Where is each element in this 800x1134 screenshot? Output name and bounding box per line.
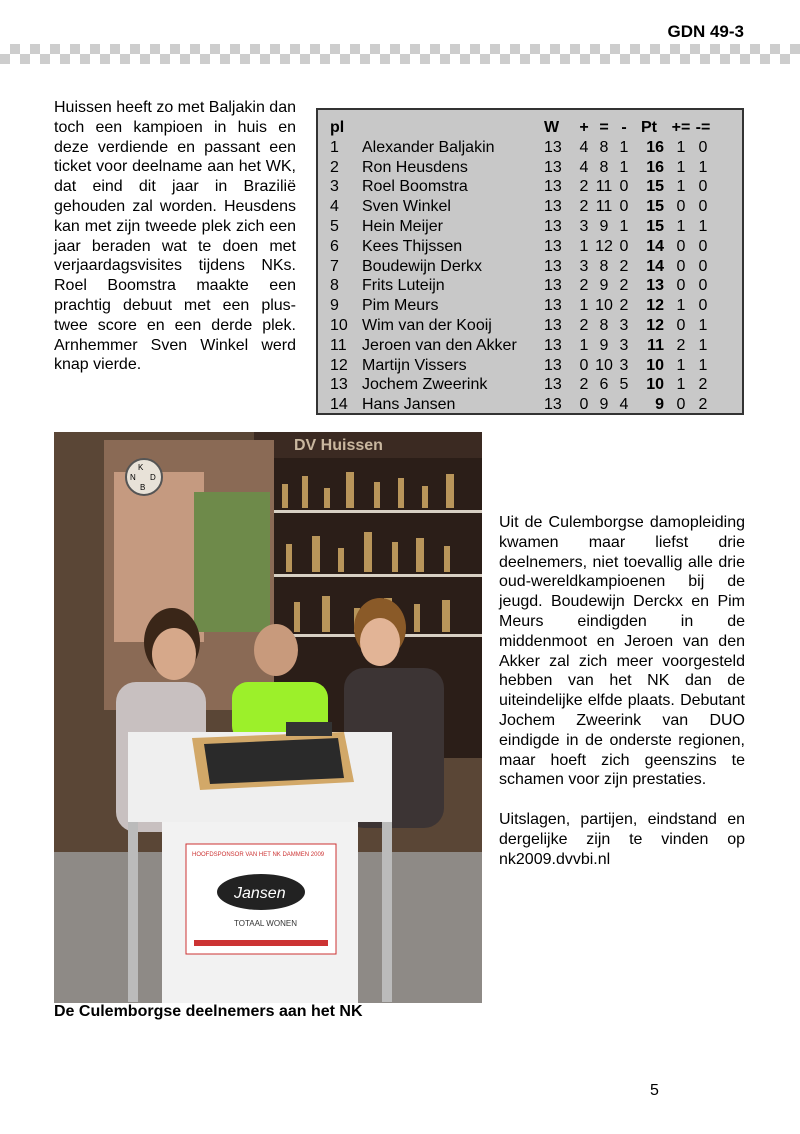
table-cell: 2 [579, 316, 589, 334]
table-cell: 13 [544, 217, 562, 235]
player-name: Jeroen van den Akker [362, 336, 517, 354]
table-row [330, 217, 714, 237]
table-cell: 12 [646, 316, 664, 334]
table-cell: 1 [619, 217, 629, 235]
table-cell: 0 [698, 257, 708, 275]
standings-header-row [330, 118, 714, 138]
table-row [330, 356, 714, 376]
table-cell: 10 [595, 356, 613, 374]
table-cell: 1 [579, 237, 589, 255]
table-cell: 13 [544, 356, 562, 374]
table-cell: 13 [544, 237, 562, 255]
table-cell: 0 [579, 356, 589, 374]
player-name: Hein Meijer [362, 217, 443, 235]
table-cell: 2 [579, 277, 589, 295]
table-cell: 10 [595, 297, 613, 315]
table-cell: 4 [330, 198, 339, 216]
table-cell: 15 [646, 198, 664, 216]
table-cell: 8 [330, 277, 339, 295]
table-cell: 12 [330, 356, 348, 374]
player-name: Jochem Zweerink [362, 376, 488, 394]
table-row [330, 257, 714, 277]
results-paragraph: Uitslagen, partijen, eindstand en dergelijke zijn te vinden op nk2009.dvvbi.nl [499, 810, 745, 868]
header-draw: = [599, 119, 609, 136]
table-cell: 10 [330, 316, 348, 334]
table-cell: 1 [676, 356, 686, 374]
player-name: Frits Luteijn [362, 277, 445, 295]
table-row [330, 336, 714, 356]
table-cell: 2 [619, 257, 629, 275]
header-plus-draw: += [671, 119, 691, 136]
player-name: Roel Boomstra [362, 178, 468, 196]
table-cell: 2 [676, 336, 686, 354]
table-cell: 1 [619, 138, 629, 156]
table-cell: 0 [579, 396, 589, 414]
table-row [330, 316, 714, 336]
logo-letter-k: K [138, 463, 144, 472]
table-cell: 1 [698, 336, 708, 354]
table-cell: 11 [595, 198, 613, 216]
page-header [0, 0, 800, 70]
table-cell: 14 [330, 396, 348, 414]
table-cell: 13 [544, 277, 562, 295]
table-cell: 13 [544, 178, 562, 196]
table-row [330, 138, 714, 158]
logo-letter-d: D [150, 473, 156, 482]
table-cell: 6 [330, 237, 339, 255]
table-cell: 1 [676, 138, 686, 156]
table-cell: 0 [676, 198, 686, 216]
table-cell: 5 [619, 376, 629, 394]
header-name [362, 118, 544, 138]
table-cell: 13 [544, 257, 562, 275]
table-cell: 2 [579, 198, 589, 216]
table-cell: 0 [676, 277, 686, 295]
table-cell: 0 [676, 257, 686, 275]
table-cell: 0 [676, 237, 686, 255]
player-name: Ron Heusdens [362, 158, 468, 176]
table-cell: 14 [646, 237, 664, 255]
table-row [330, 395, 714, 415]
standings-table [316, 108, 744, 415]
table-cell: 1 [676, 376, 686, 394]
table-cell: 5 [330, 217, 339, 235]
table-cell: 16 [646, 158, 664, 176]
photo-illustration [54, 432, 482, 1003]
table-cell: 13 [544, 316, 562, 334]
table-cell: 0 [698, 237, 708, 255]
table-cell: 2 [619, 277, 629, 295]
table-cell: 0 [619, 237, 629, 255]
player-name: Kees Thijssen [362, 237, 463, 255]
table-cell: 2 [698, 376, 708, 394]
table-cell: 13 [544, 138, 562, 156]
table-cell: 6 [599, 376, 609, 394]
table-cell: 3 [619, 336, 629, 354]
table-cell: 13 [544, 336, 562, 354]
table-cell: 9 [655, 396, 664, 414]
table-cell: 3 [579, 257, 589, 275]
table-cell: 8 [599, 257, 609, 275]
banner-text: DV Huissen [294, 437, 383, 454]
header-plus: + [579, 119, 589, 136]
table-cell: 15 [646, 178, 664, 196]
page-number: 5 [650, 1082, 659, 1099]
table-cell: 13 [544, 396, 562, 414]
table-cell: 7 [330, 257, 339, 275]
sponsor-title: HOOFDSPONSOR VAN HET NK DAMMEN 2009 [192, 852, 325, 858]
table-cell: 11 [330, 336, 347, 354]
table-cell: 15 [646, 217, 664, 235]
table-cell: 2 [698, 396, 708, 414]
table-cell: 0 [619, 198, 629, 216]
player-name: Martijn Vissers [362, 356, 467, 374]
table-cell: 0 [619, 178, 629, 196]
table-cell: 0 [698, 198, 708, 216]
table-row [330, 177, 714, 197]
table-cell: 1 [579, 336, 589, 354]
table-cell: 11 [647, 336, 664, 354]
table-row [330, 158, 714, 178]
player-name: Boudewijn Derkx [362, 257, 483, 275]
header-w: W [544, 119, 560, 136]
issue-number: GDN 49-3 [667, 22, 744, 41]
checkered-band [0, 44, 800, 64]
table-cell: 14 [646, 257, 664, 275]
table-cell: 8 [599, 138, 609, 156]
table-cell: 1 [676, 297, 686, 315]
table-cell: 1 [698, 356, 708, 374]
player-name: Pim Meurs [362, 297, 439, 315]
table-cell: 9 [599, 396, 609, 414]
player-name: Alexander Baljakin [362, 138, 495, 156]
table-row [330, 197, 714, 217]
table-cell: 0 [698, 297, 708, 315]
table-cell: 0 [698, 277, 708, 295]
player-name: Wim van der Kooij [362, 316, 492, 334]
table-cell: 13 [646, 277, 664, 295]
table-cell: 1 [579, 297, 589, 315]
table-cell: 13 [544, 158, 562, 176]
header-minus: - [621, 119, 627, 136]
player-name: Hans Jansen [362, 396, 456, 414]
table-cell: 13 [544, 198, 562, 216]
photo-caption: De Culemborgse deelnemers aan het NK [54, 1003, 363, 1020]
table-cell: 0 [698, 138, 708, 156]
table-cell: 4 [579, 138, 589, 156]
table-cell: 9 [330, 297, 339, 315]
header-pt: Pt [641, 119, 657, 136]
table-cell: 4 [619, 396, 629, 414]
table-cell: 11 [595, 178, 613, 196]
table-cell: 4 [579, 158, 589, 176]
table-cell: 0 [676, 316, 686, 334]
table-cell: 1 [676, 158, 686, 176]
header-minus-draw: -= [695, 119, 711, 136]
sponsor-brand: Jansen [234, 885, 286, 902]
table-cell: 9 [599, 277, 609, 295]
table-cell: 1 [676, 178, 686, 196]
culemborg-paragraph: Uit de Culemborgse damopleiding kwamen maar liefst drie deelnemers, niet toevallig alle drie oud-wereldkampioenen bij de jeugd. Boudewijn Derckx en Pim Meurs eindigden in de middenmoot en Jeroen van den Akker zal zich meer voorgesteld hebben van het NK dan de uiteindelijke elfde plaats. Debutant Jochem Zweerink van DUO eindigde in de onderste regionen, maar hoeft zich geenszins te schamen voor zijn prestaties. [499, 514, 745, 789]
table-cell: 3 [330, 178, 339, 196]
table-cell: 12 [646, 297, 664, 315]
table-cell: 1 [619, 158, 629, 176]
table-cell: 1 [330, 138, 339, 156]
table-cell: 1 [676, 217, 686, 235]
table-cell: 10 [646, 376, 664, 394]
table-cell: 13 [330, 376, 348, 394]
table-cell: 2 [330, 158, 339, 176]
culemborg-article [499, 513, 745, 889]
table-cell: 1 [698, 316, 708, 334]
table-cell: 10 [646, 356, 664, 374]
table-cell: 9 [599, 217, 609, 235]
intro-paragraph: Huissen heeft zo met Baljakin dan toch een kampioen in huis en deze verdiende en passant een ticket voor deelname aan het WK, dat eind dit jaar in Brazilië gehouden zal worden. Heusdens kan met zijn tweede plek zich een jaar beraden wat te doen met verjaardagsvisites tijdens NKs. Roel Boomstra maakte een prachtig debuut met een plus-twee score en een derde plek. Arnhemmer Sven Winkel werd knap vierde. [54, 99, 296, 374]
player-name: Sven Winkel [362, 198, 451, 216]
table-cell: 1 [698, 158, 708, 176]
table-cell: 2 [579, 376, 589, 394]
standings-grid [330, 118, 714, 415]
table-row [330, 276, 714, 296]
table-cell: 8 [599, 316, 609, 334]
logo-letter-b: B [140, 483, 146, 492]
table-cell: 2 [619, 297, 629, 315]
logo-letter-n: N [130, 473, 136, 482]
table-cell: 16 [646, 138, 664, 156]
table-cell: 13 [544, 376, 562, 394]
table-cell: 8 [599, 158, 609, 176]
table-cell: 9 [599, 336, 609, 354]
table-cell: 3 [579, 217, 589, 235]
header-pl: pl [330, 119, 345, 136]
table-cell: 0 [676, 396, 686, 414]
table-cell: 1 [698, 217, 708, 235]
table-cell: 0 [698, 178, 708, 196]
table-row [330, 375, 714, 395]
sponsor-tagline: TOTAAL WONEN [234, 919, 297, 928]
team-photo [54, 432, 482, 1003]
table-cell: 3 [619, 356, 629, 374]
table-cell: 3 [619, 316, 629, 334]
table-cell: 13 [544, 297, 562, 315]
table-row [330, 237, 714, 257]
table-cell: 12 [595, 237, 613, 255]
table-cell: 2 [579, 178, 589, 196]
table-row [330, 296, 714, 316]
